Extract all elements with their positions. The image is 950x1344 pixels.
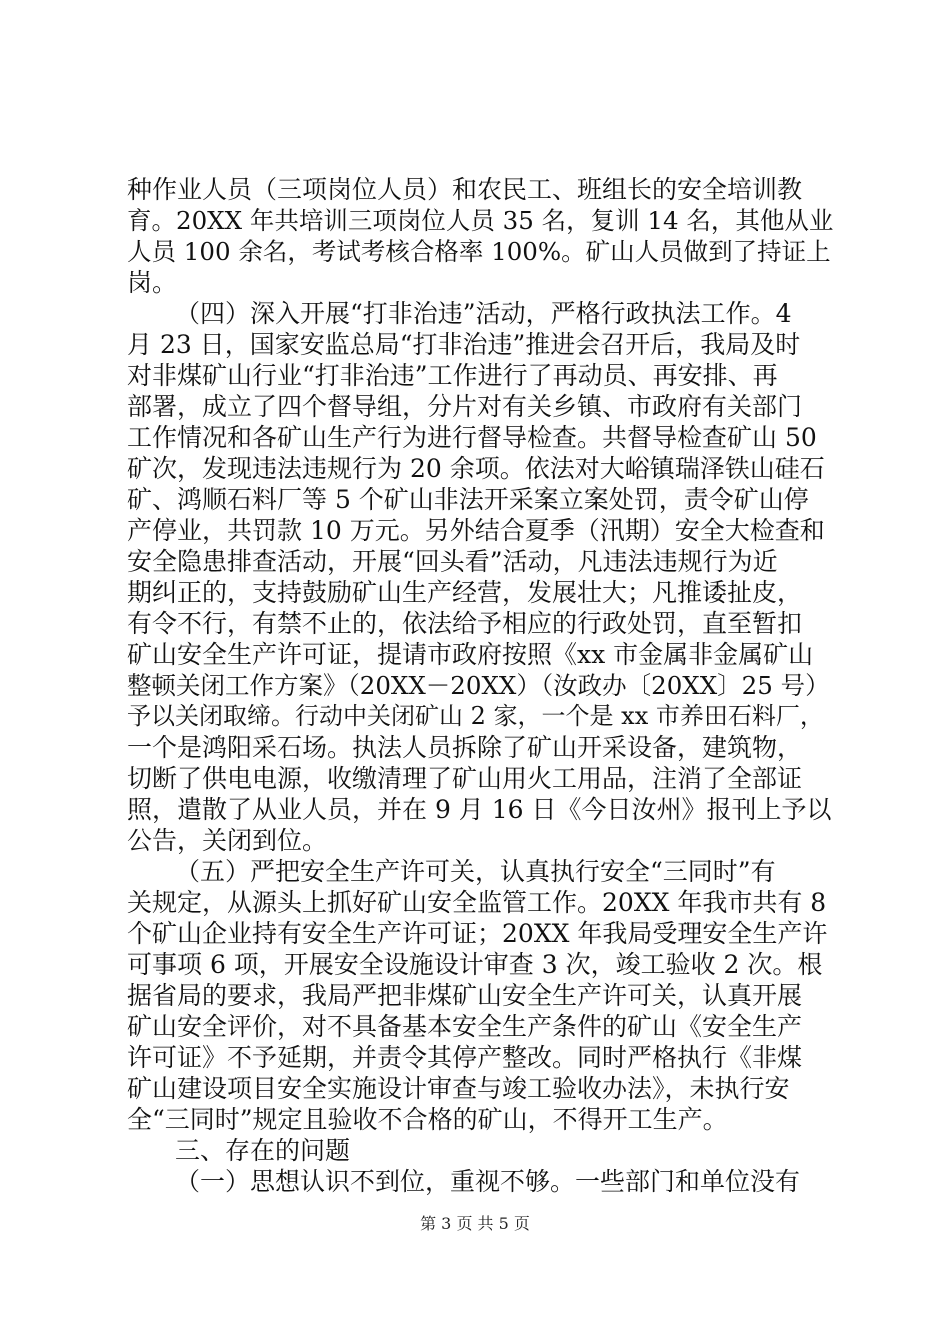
paragraph-five-start: （五）严把安全生产许可关，认真执行安全“三同时”有 [175,857,776,886]
text-line: 照，遣散了从业人员，并在 9 月 16 日《今日汝州》报刊上予以 [127,795,832,824]
text-line: 矿山安全评价，对不具备基本安全生产条件的矿山《安全生产 [127,1012,803,1041]
text-line: 全“三同时”规定且验收不合格的矿山，不得开工生产。 [127,1105,728,1134]
paragraph-four-start: （四）深入开展“打非治违”活动，严格行政执法工作。4 [175,299,792,328]
page-footer: 第 3 页 共 5 页 [420,1214,530,1233]
text-line: 岗。 [127,268,178,297]
section-heading: 三、存在的问题 [175,1136,351,1165]
text-line: 矿山安全生产许可证，提请市政府按照《xx 市金属非金属矿山 [127,640,814,669]
document-body [127,174,837,1197]
text-line: 安全隐患排查活动，开展“回头看”活动，凡违法违规行为近 [127,547,778,576]
text-line: 矿次，发现违法违规行为 20 余项。依法对大峪镇瑞泽铁山硅石 [127,454,825,483]
text-line: 种作业人员（三项岗位人员）和农民工、班组长的安全培训教 [127,175,803,204]
paragraph-issue-one-start: （一）思想认识不到位，重视不够。一些部门和单位没有 [175,1167,801,1196]
text-line: 工作情况和各矿山生产行为进行督导检查。共督导检查矿山 50 [127,423,817,452]
text-line: 育。20XX 年共培训三项岗位人员 35 名，复训 14 名，其他从业 [127,206,834,235]
text-line: 许可证》不予延期，并责令其停产整改。同时严格执行《非煤 [127,1043,803,1072]
text-line: 有令不行，有禁不止的，依法给予相应的行政处罚，直至暂扣 [127,609,803,638]
text-line: 期纠正的，支持鼓励矿山生产经营，发展壮大；凡推诿扯皮， [127,578,803,607]
text-line: 月 23 日，国家安监总局“打非治违”推进会召开后，我局及时 [127,330,801,359]
text-line: 部署，成立了四个督导组，分片对有关乡镇、市政府有关部门 [127,392,803,421]
text-line: 产停业，共罚款 10 万元。另外结合夏季（汛期）安全大检查和 [127,516,825,545]
text-line: 予以关闭取缔。行动中关闭矿山 2 家，一个是 xx 市养田石料厂， [127,702,824,730]
text-line: 一个是鸿阳采石场。执法人员拆除了矿山开采设备，建筑物， [127,733,803,762]
text-line: 切断了供电电源，收缴清理了矿山用火工用品，注消了全部证 [127,764,803,793]
text-line: 矿、鸿顺石料厂等 5 个矿山非法开采案立案处罚，责令矿山停 [127,485,809,514]
text-line: 矿山建设项目安全实施设计审查与竣工验收办法》，未执行安 [127,1074,790,1103]
text-line: 可事项 6 项，开展安全设施设计审查 3 次，竣工验收 2 次。根 [127,950,823,979]
text-line: 人员 100 余名，考试考核合格率 100%。矿山人员做到了持证上 [127,237,831,266]
text-line: 公告，关闭到位。 [127,826,328,855]
text-line: 个矿山企业持有安全生产许可证；20XX 年我局受理安全生产许 [127,919,828,948]
text-line: 整顿关闭工作方案》（20XX－20XX）（汝政办〔20XX〕25 号） [127,671,830,700]
text-line: 关规定，从源头上抓好矿山安全监管工作。20XX 年我市共有 8 [127,888,827,917]
text-line: 据省局的要求，我局严把非煤矿山安全生产许可关，认真开展 [127,981,803,1010]
text-line: 对非煤矿山行业“打非治违”工作进行了再动员、再安排、再 [127,361,778,390]
